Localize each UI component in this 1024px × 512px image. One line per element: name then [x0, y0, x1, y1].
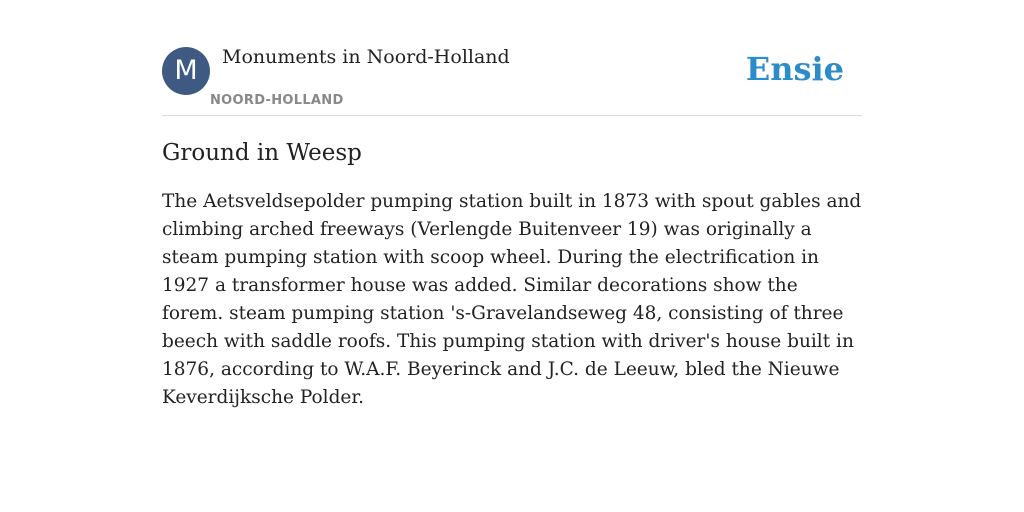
- collection-subtitle[interactable]: NOORD-HOLLAND: [210, 93, 344, 108]
- article-card: [162, 40, 862, 412]
- avatar[interactable]: M: [162, 47, 210, 95]
- article-title: Ground in Weesp: [162, 140, 362, 166]
- collection-header: [162, 40, 862, 116]
- brand-logo[interactable]: Ensie: [745, 50, 844, 88]
- article-body: The Aetsveldsepolder pumping station built in 1873 with spout gables and climbing arched freeways (Verlengde Buitenveer 19) was originally a steam pumping station with scoop wheel. During the electrification in 1927 a transformer house was added. Similar decorations show the forem. steam pumping station 's-Gravelandseweg 48, consisting of three beech with saddle roofs. This pumping station with driver's house built in 1876, according to W.A.F. Beyerinck and J.C. de Leeuw, bled the Nieuwe Keverdijksche Polder.: [162, 191, 862, 408]
- collection-title[interactable]: Monuments in Noord-Holland: [222, 46, 510, 68]
